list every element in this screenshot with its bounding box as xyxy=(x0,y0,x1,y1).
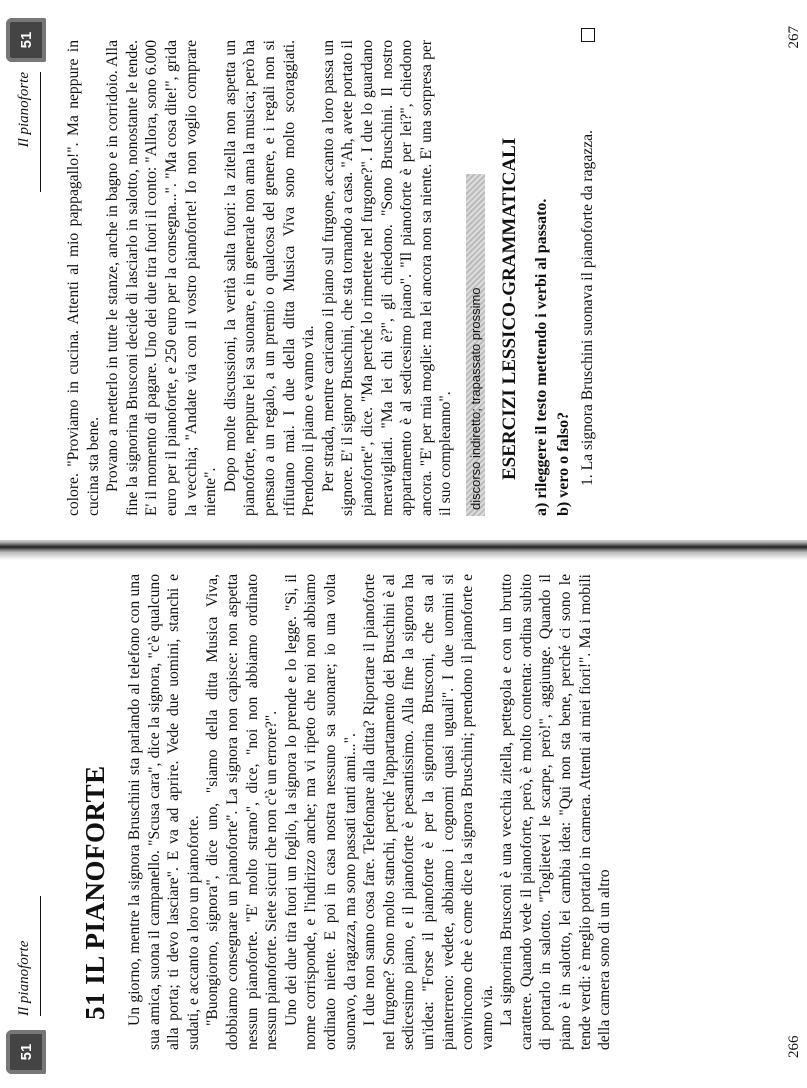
paragraph: Per strada, mentre caricano il piano sul furgone, accanto a loro passa un signore. E' il signor Bruschini, che sta tornando a casa. "Ah, avete portato il pianoforte", dice. "Ma perché lo rimettete nel furgone?". I due lo guardano meravigliati. "Ma lei chi è?", gli chiedono. "Sono Bruschini. Il nostro appartamento è al sedicesimo piano". "Il pianoforte è per lei?", chiedono ancora. "E' per mia moglie: ma lei ancora non sa niente. E' una sorpresa per il suo compleanno". xyxy=(319,40,455,516)
paragraph: Provano a metterlo in tutte le stanze, anche in bagno e in corridoio. Alla fine la signorina Brusconi decide di lasciarlo in salotto, nonostante le tende. E' il momento di pagare. Uno dei due tira fuori il conto: "Allora, sono 6.000 euro per il pianoforte, e 250 euro per la consegna...". "Ma cosa dite!", grida la vecchia; "Andate via con il vostro pianoforte! Io non voglio comprare niente". xyxy=(104,40,220,516)
chapter-title: 51 IL PIANOFORTE xyxy=(80,765,110,1020)
chapter-badge: 51 xyxy=(6,1030,46,1074)
paragraph: I due non sanno cosa fare. Telefonare alla ditta? Riportare il pianoforte nel furgone? Sono molto stanchi, perché l'appartamento dei Bruschini è al sedicesimo piano, e il pianoforte è pesantissimo. Alla fine la signora ha un'idea: "Forse il pianoforte è per la signorina Brusconi, che sta al pianterreno: vedete, abbiamo i cognomi quasi uguali". I due uomini si convincono che è come dice la signora Bruschini; prendono il pianoforte e vanno via. xyxy=(361,574,496,1050)
story-text xyxy=(64,40,456,516)
chapter-badge: 51 xyxy=(6,18,46,62)
item-text: 1. La signora Bruschini suonava il pianoforte da ragazza. xyxy=(578,130,596,486)
exercises-title: ESERCIZI LESSICO-GRAMMATICALI xyxy=(498,137,520,480)
paragraph: "Buongiorno, signora", dice uno, "siamo della ditta Musica Viva, dobbiamo consegnare un pianoforte". La signora non capisce: non aspetta nessun pianoforte. "E' molto strano", dice, "noi non abbiamo ordinato nessun pianoforte. Siete sicuri che non c'è un errore?". xyxy=(204,574,281,1050)
right-page xyxy=(0,0,807,540)
left-page xyxy=(0,552,807,1088)
paragraph: Dopo molte discussioni, la verità salta fuori: la zitella non aspetta un pianoforte, neppure lei sa suonare, e in generale non ama la musica; però ha pensato a un regalo, a un premio o qualcosa del genere, e i regali non si rifiutano mai. I due della ditta Musica Viva sono molto scoraggiati. Prendono il piano e vanno via. xyxy=(221,40,318,516)
true-false-item xyxy=(579,40,597,486)
header-rule xyxy=(40,896,41,1016)
paragraph: Un giorno, mentre la signora Bruschini sta parlando al telefono con una sua amica, suona il campanello. "Scusa cara", dice la signora, "c'è qualcuno alla porta; ti devo lasciare". E va ad aprire. Vede due uomini, stanchi e sudati, e accanto a loro un pianoforte. xyxy=(126,574,202,1050)
paragraph: Uno dei due tira fuori un foglio, la signora lo prende e lo legge. "Sì, il nome corrisponde, e l'indirizzo anche; ma vi ripeto che noi non abbiamo ordinato niente. E poi in casa nostra nessuno sa suonare; io una volta suonavo, da ragazza, ma sono passati tanti anni...". xyxy=(282,574,359,1050)
running-head: Il pianoforte xyxy=(16,72,32,148)
exercise-a: a) rileggere il testo mettendo i verbi al passato. xyxy=(532,198,550,516)
paragraph: colore. "Proviamo in cucina. Attenti al mio pappagallo!". Ma neppure in cucina sta bene. xyxy=(65,40,102,516)
answer-checkbox[interactable] xyxy=(581,28,595,42)
header-rule xyxy=(40,72,41,192)
running-head: Il pianoforte xyxy=(16,940,32,1016)
story-text xyxy=(125,574,615,1050)
paragraph: La signorina Brusconi è una vecchia zitella, pettegola e con un brutto carattere. Quando vede il pianoforte, però, è molto contenta: ordina subito di portarlo in salotto. "Toglietevi le scarpe, però!", aggiunge. Quando il piano è in salotto, lei cambia idea: "Qui non sta bene, perché ci sono le tende verdi: è meglio portarlo in camera. Attenti ai miei fiori!". Ma i mobili della camera sono di un altro xyxy=(498,574,614,1050)
exercise-b: b) vero o falso? xyxy=(554,411,572,516)
page-number: 266 xyxy=(786,1035,802,1058)
grammar-tag: discorso indiretto; trapassato prossimo xyxy=(466,174,485,516)
page-number: 267 xyxy=(786,26,802,49)
